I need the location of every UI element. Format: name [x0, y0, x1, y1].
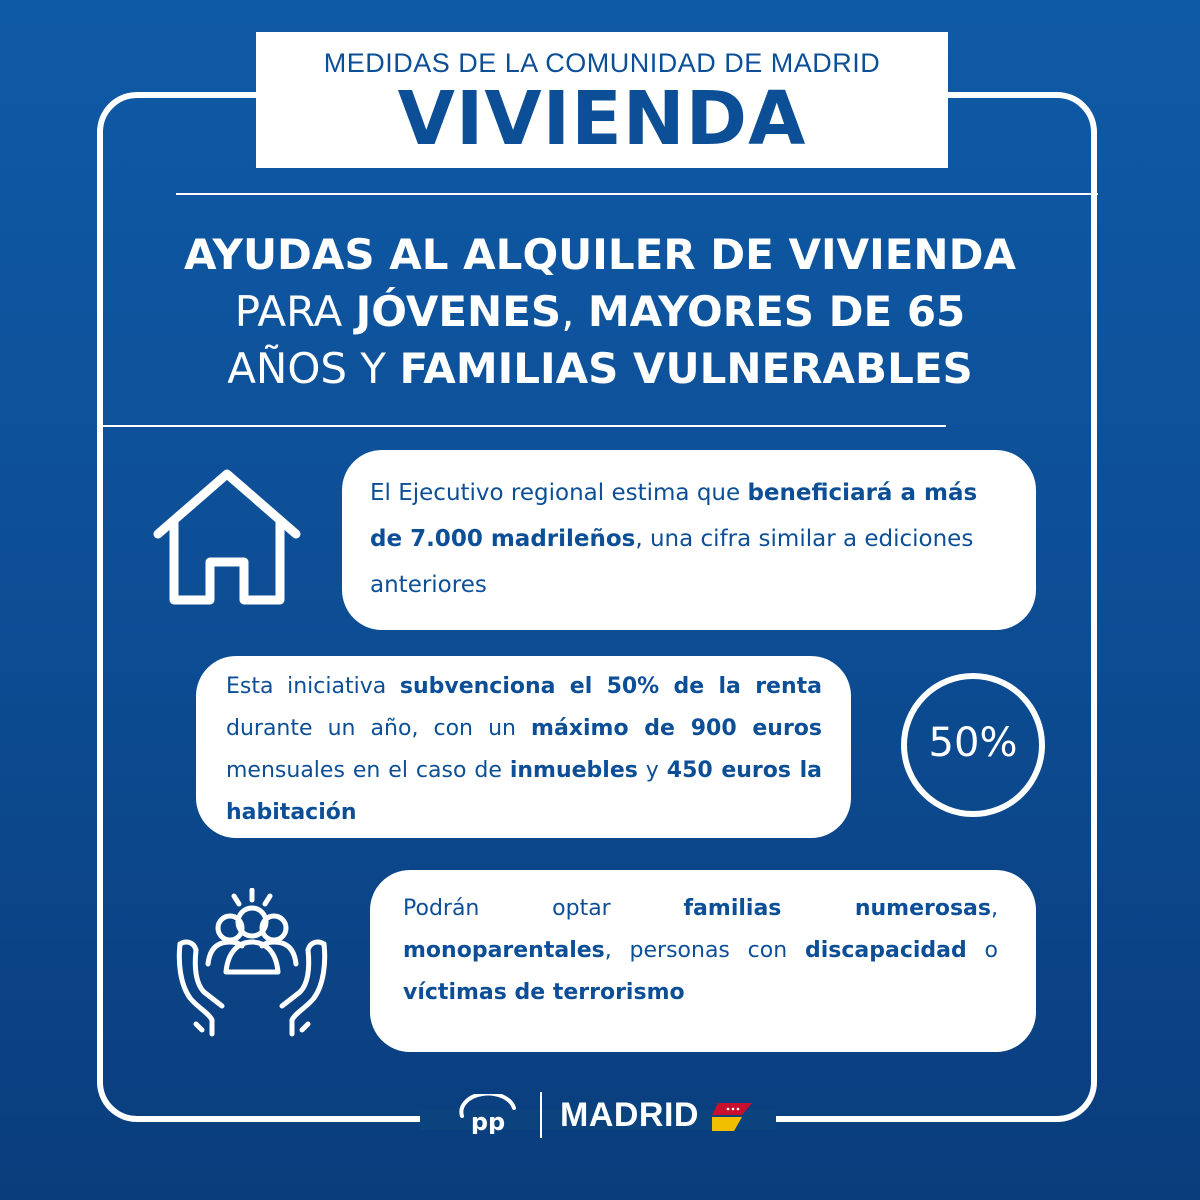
divider-bottom [102, 425, 946, 427]
headline-line2-light: PARA [234, 287, 356, 336]
pp-logo-text: pp [470, 1108, 506, 1134]
box3-text-3: , personas con [604, 938, 805, 963]
info-box-beneficiaries-text [370, 470, 1015, 608]
headline-line1: AYUDAS AL ALQUILER DE VIVIENDA [184, 230, 1016, 279]
footer-region: MADRID [560, 1096, 699, 1134]
box3-text-1: Podrán optar [403, 896, 684, 921]
percent-badge-text: 50% [928, 720, 1018, 766]
info-box-beneficiaries [342, 450, 1036, 630]
header-subtitle: MEDIDAS DE LA COMUNIDAD DE MADRID [323, 48, 881, 78]
box3-bold-3: discapacidad [804, 938, 967, 963]
box3-text-4: o [966, 938, 999, 963]
box1-text-2: , una cifra similar a ediciones anteriores [370, 526, 974, 598]
header-title: VIVIENDA [397, 76, 807, 162]
box1-bold-1: beneficiará a más de 7.000 madrileños [370, 480, 978, 552]
info-box-subsidy [196, 656, 851, 838]
box2-bold-4: 450 euros la habitación [226, 758, 822, 825]
info-box-subsidy-text [226, 666, 822, 834]
box3-bold-2: monoparentales [403, 938, 605, 963]
headline-line3-light: AÑOS Y [227, 344, 400, 393]
headline-line3-bold: FAMILIAS VULNERABLES [399, 344, 973, 393]
madrid-flag-icon [712, 1103, 752, 1131]
info-box-eligibility [370, 870, 1036, 1052]
box2-text-3: mensuales en el caso de [226, 758, 510, 783]
box2-bold-1: subvenciona el 50% de la renta [399, 674, 822, 699]
box3-bold-4: víctimas de terrorismo [403, 980, 685, 1005]
box2-bold-2: máximo de 900 euros [531, 716, 823, 741]
pp-logo-icon [456, 1094, 520, 1134]
headline-line2-bold: JÓVENES [355, 287, 562, 336]
percent-circle-icon [901, 673, 1045, 817]
people-in-hands-icon [172, 888, 332, 1038]
box2-text-1: Esta iniciativa [226, 674, 400, 699]
box2-bold-3: inmuebles [509, 758, 638, 783]
divider-top [176, 193, 1098, 195]
box2-text-4: y [637, 758, 667, 783]
box1-text-1: El Ejecutivo regional estima que [370, 480, 748, 506]
box2-text-2: durante un año, con un [226, 716, 532, 741]
headline-line2-comma: , [561, 287, 588, 336]
footer-divider [540, 1092, 542, 1138]
headline-line2-bold2: MAYORES DE 65 [587, 287, 966, 336]
box3-bold-1: familias numerosas [683, 896, 991, 921]
house-icon [152, 468, 302, 608]
header-box [256, 32, 948, 168]
box3-text-2: , [991, 896, 998, 921]
info-box-eligibility-text [403, 888, 998, 1014]
headline [110, 226, 1090, 397]
